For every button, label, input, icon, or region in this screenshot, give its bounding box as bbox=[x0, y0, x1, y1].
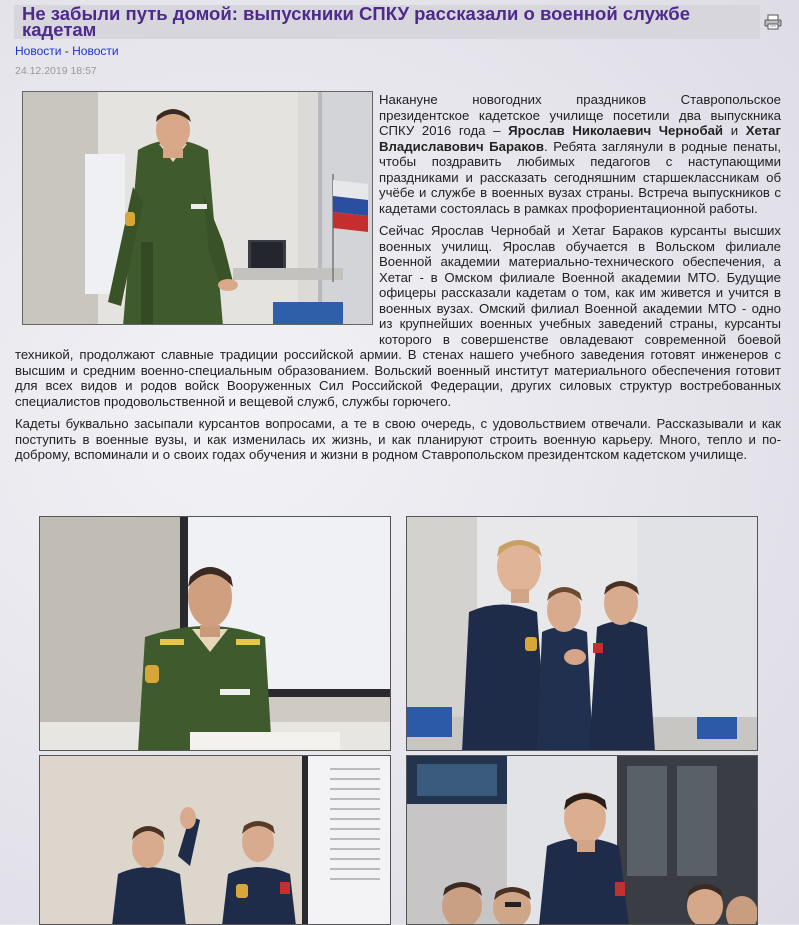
breadcrumb-subsection-link[interactable]: Новости bbox=[72, 44, 119, 58]
publish-date: 24.12.2019 18:57 bbox=[15, 65, 97, 77]
gallery-photo-4[interactable] bbox=[406, 755, 758, 925]
graduate-name-2: Хетаг Владиславович Бараков bbox=[379, 123, 781, 154]
gallery-photo-1[interactable] bbox=[39, 516, 391, 751]
paragraph-1-rest: . Ребята заглянули в родные пенаты, чтобы поздравить любимых педагогов с наступающими праздниками и рассказать сегодняшним старшеклассникам об учёбе и службе в военных вузах страны. Встреча выпускников с кадетами состоялась в рамках профориентационной работы. bbox=[379, 138, 781, 216]
breadcrumb-separator: - bbox=[61, 44, 73, 58]
article-paragraph-2: Сейчас Ярослав Чернобай и Хетаг Бараков курсанты высших военных училищ. Ярослав обучается в Вольском филиале Военной академии материально-технического обеспечения, а Хетаг - в Омском филиале Военной академии МТО. Будущие офицеры рассказали кадетам о том, как им живется и учится в военных вузах. Омский филиал Военной академии МТО - одно из крупнейших военных учебных заведений страны, курсанты которого в совершенстве овладевают современной боевой техникой, продолжают славные традиции российской армии. В стенах нашего учебного заведения готовят инженеров с высшим и средним военно-специальным образованием. Вольский военный институт материального обеспечения готовит для всех видов и родов войск Вооруженных Сил Российской Федерации, других силовых структур востребованных специалистов продовольственной и вещевой служб, службы горючего. bbox=[15, 223, 781, 409]
paragraph-1-and: и bbox=[723, 123, 746, 138]
paragraph-1-intro: Накануне новогодних праздников Ставропольское президентское кадетское училище посетили два выпускника СПКУ 2016 года – bbox=[379, 92, 781, 138]
photo-float-spacer bbox=[15, 92, 379, 332]
breadcrumb bbox=[15, 44, 119, 58]
gallery-photo-2[interactable] bbox=[406, 516, 758, 751]
printer-icon[interactable] bbox=[764, 14, 782, 30]
graduate-name-1: Ярослав Николаевич Чернобай bbox=[508, 123, 724, 138]
article-body bbox=[15, 92, 781, 470]
article-paragraph-3: Кадеты буквально засыпали курсантов вопросами, а те в свою очередь, с удовольствием отвечали. Рассказывали и как поступить в военные вузы, и как изменилась их жизнь, и как планируют строить военную карьеру. Много, тепло и по-доброму, вспоминали и о своих годах обучения и жизни в родном Ставропольском президентском кадетском училище. bbox=[15, 416, 781, 462]
gallery-photo-3[interactable] bbox=[39, 755, 391, 925]
article-title: Не забыли путь домой: выпускники СПКУ рассказали о военной службе кадетам bbox=[22, 3, 691, 40]
breadcrumb-section-link[interactable]: Новости bbox=[15, 44, 62, 58]
